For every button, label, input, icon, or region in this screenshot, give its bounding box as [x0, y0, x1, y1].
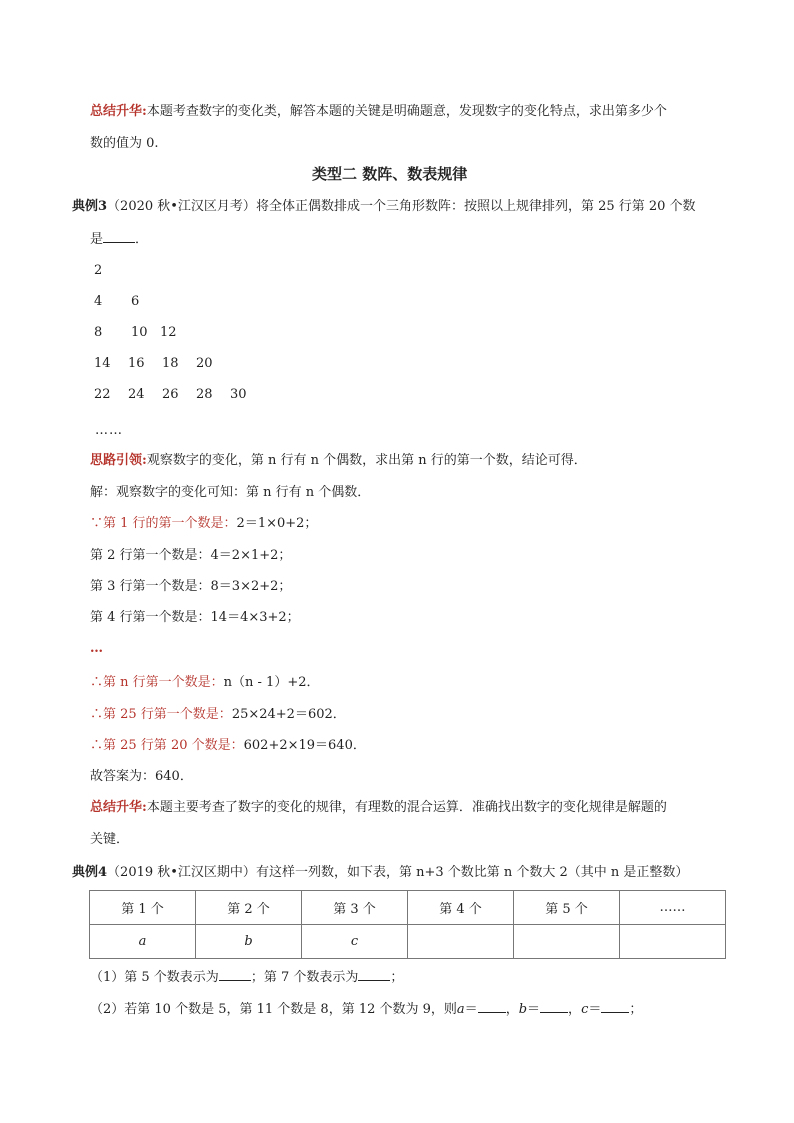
solution-line-5-post: n（n - 1）+2． — [223, 675, 320, 690]
solution-line-6 — [90, 706, 346, 724]
solution-line-4: 第 4 行第一个数是：14＝4×3+2； — [90, 610, 300, 625]
answer-blank-c[interactable] — [601, 1000, 629, 1013]
solution-line-7-pre: ∴第 25 行第 20 个数是： — [90, 738, 244, 753]
array-number: 2 — [94, 263, 103, 278]
array-number: 18 — [162, 356, 179, 371]
summary-text: 本题考查数字的变化类，解答本题的关键是明确题意，发现数字的变化特点，求出第多少个 — [146, 104, 667, 119]
question-2 — [90, 1000, 642, 1019]
table-value-cell: c — [302, 925, 408, 959]
table-header-cell: 第 2 个 — [196, 891, 302, 925]
section-title: 类型二 数阵、数表规律 — [312, 165, 468, 183]
question-1-text-c: ； — [390, 970, 404, 985]
answer-blank-a[interactable] — [478, 1000, 506, 1013]
array-number: 20 — [196, 356, 213, 371]
array-number: 8 — [94, 325, 103, 340]
solution-line-1-post: 2＝1×0+2； — [236, 516, 318, 531]
question-1 — [90, 968, 403, 987]
var-c: c — [581, 1002, 589, 1017]
question-1-text-b: ；第 7 个数表示为 — [250, 970, 359, 985]
table-value-cell: a — [90, 925, 196, 959]
text-pre: 是 — [90, 232, 104, 247]
table-value-cell: b — [196, 925, 302, 959]
table-header-cell: 第 3 个 — [302, 891, 408, 925]
array-number: 12 — [160, 325, 177, 340]
var-a: a — [456, 1002, 465, 1017]
summary-line-1 — [90, 103, 667, 121]
example-source: （2020 秋•江汉区月考） — [107, 199, 256, 214]
solution-line-1-pre: ∵第 1 行的第一个数是： — [90, 516, 237, 531]
solution-line-2: 第 2 行第一个数是：4＝2×1+2； — [90, 548, 292, 563]
summary-label: 总结升华: — [90, 800, 147, 815]
hint-text: 观察数字的变化，第 n 行有 n 个偶数，求出第 n 行的第一个数，结论可得． — [146, 453, 587, 468]
question-2-end: ； — [629, 1002, 643, 1017]
separator: ， — [505, 1002, 519, 1017]
array-number: 4 — [94, 294, 103, 309]
solution-line-1 — [90, 515, 317, 533]
example-text: 将全体正偶数排成一个三角形数阵：按照以上规律排列，第 25 行第 20 个数 — [255, 199, 696, 214]
example-label: 典例3 — [72, 199, 108, 214]
answer-blank-b[interactable] — [540, 1000, 568, 1013]
solution-line-6-post: 25×24+2＝602． — [231, 707, 346, 722]
solution-line-6-pre: ∴第 25 行第一个数是： — [90, 707, 232, 722]
solution-line-5 — [90, 674, 319, 692]
summary2-line-1 — [90, 799, 667, 817]
text-post: ． — [135, 232, 149, 247]
array-number: 28 — [196, 387, 213, 402]
example-label: 典例4 — [72, 865, 108, 880]
solution-dots: … — [90, 641, 103, 656]
equals-sign: ＝ — [464, 1002, 478, 1017]
array-number: 24 — [128, 387, 145, 402]
example-source: （2019 秋•江汉区期中） — [107, 865, 256, 880]
equals-sign: ＝ — [527, 1002, 541, 1017]
summary-text: 本题主要考查了数字的变化的规律，有理数的混合运算．准确找出数字的变化规律是解题的 — [146, 800, 667, 815]
solution-line-3: 第 3 行第一个数是：8＝3×2+2； — [90, 579, 292, 594]
array-number: 22 — [94, 387, 111, 402]
table-header-cell: …… — [620, 891, 726, 925]
array-number: 26 — [162, 387, 179, 402]
answer-blank[interactable] — [103, 230, 135, 243]
array-ellipsis: …… — [95, 423, 123, 438]
array-number: 10 — [131, 325, 148, 340]
summary2-line-2: 关键． — [90, 832, 130, 847]
summary-line-2: 数的值为 0. — [90, 136, 159, 151]
example3-line-2 — [90, 230, 148, 249]
var-b: b — [518, 1002, 528, 1017]
array-number: 16 — [128, 356, 145, 371]
solution-answer: 故答案为：640． — [90, 769, 193, 784]
table-header-cell: 第 4 个 — [408, 891, 514, 925]
table-value-row — [90, 925, 726, 959]
hint-label: 思路引领: — [90, 453, 147, 468]
example4-line-1 — [72, 864, 688, 882]
table-value-cell — [408, 925, 514, 959]
table-header-row — [90, 891, 726, 925]
example3-line-1 — [72, 198, 696, 216]
table-header-cell: 第 5 个 — [514, 891, 620, 925]
question-2-text: （2）若第 10 个数是 5，第 11 个数是 8，第 12 个数为 9，则 — [90, 1002, 457, 1017]
solution-line-7 — [90, 737, 366, 755]
table-value-cell — [620, 925, 726, 959]
solution-intro: 解：观察数字的变化可知：第 n 行有 n 个偶数． — [90, 485, 371, 500]
question-1-text-a: （1）第 5 个数表示为 — [90, 970, 219, 985]
array-number: 6 — [131, 294, 140, 309]
sequence-table — [89, 890, 726, 959]
example-text: 有这样一列数，如下表，第 n+3 个数比第 n 个数大 2（其中 n 是正整数） — [255, 865, 689, 880]
solution-line-7-post: 602+2×19＝640． — [243, 738, 366, 753]
solution-line-5-pre: ∴第 n 行第一个数是： — [90, 675, 224, 690]
summary-label: 总结升华: — [90, 104, 147, 119]
answer-blank[interactable] — [219, 968, 251, 981]
hint-line — [90, 452, 587, 470]
equals-sign: ＝ — [588, 1002, 602, 1017]
table-header-cell: 第 1 个 — [90, 891, 196, 925]
array-number: 30 — [230, 387, 247, 402]
table-value-cell — [514, 925, 620, 959]
array-number: 14 — [94, 356, 111, 371]
answer-blank[interactable] — [358, 968, 390, 981]
separator: ， — [568, 1002, 582, 1017]
